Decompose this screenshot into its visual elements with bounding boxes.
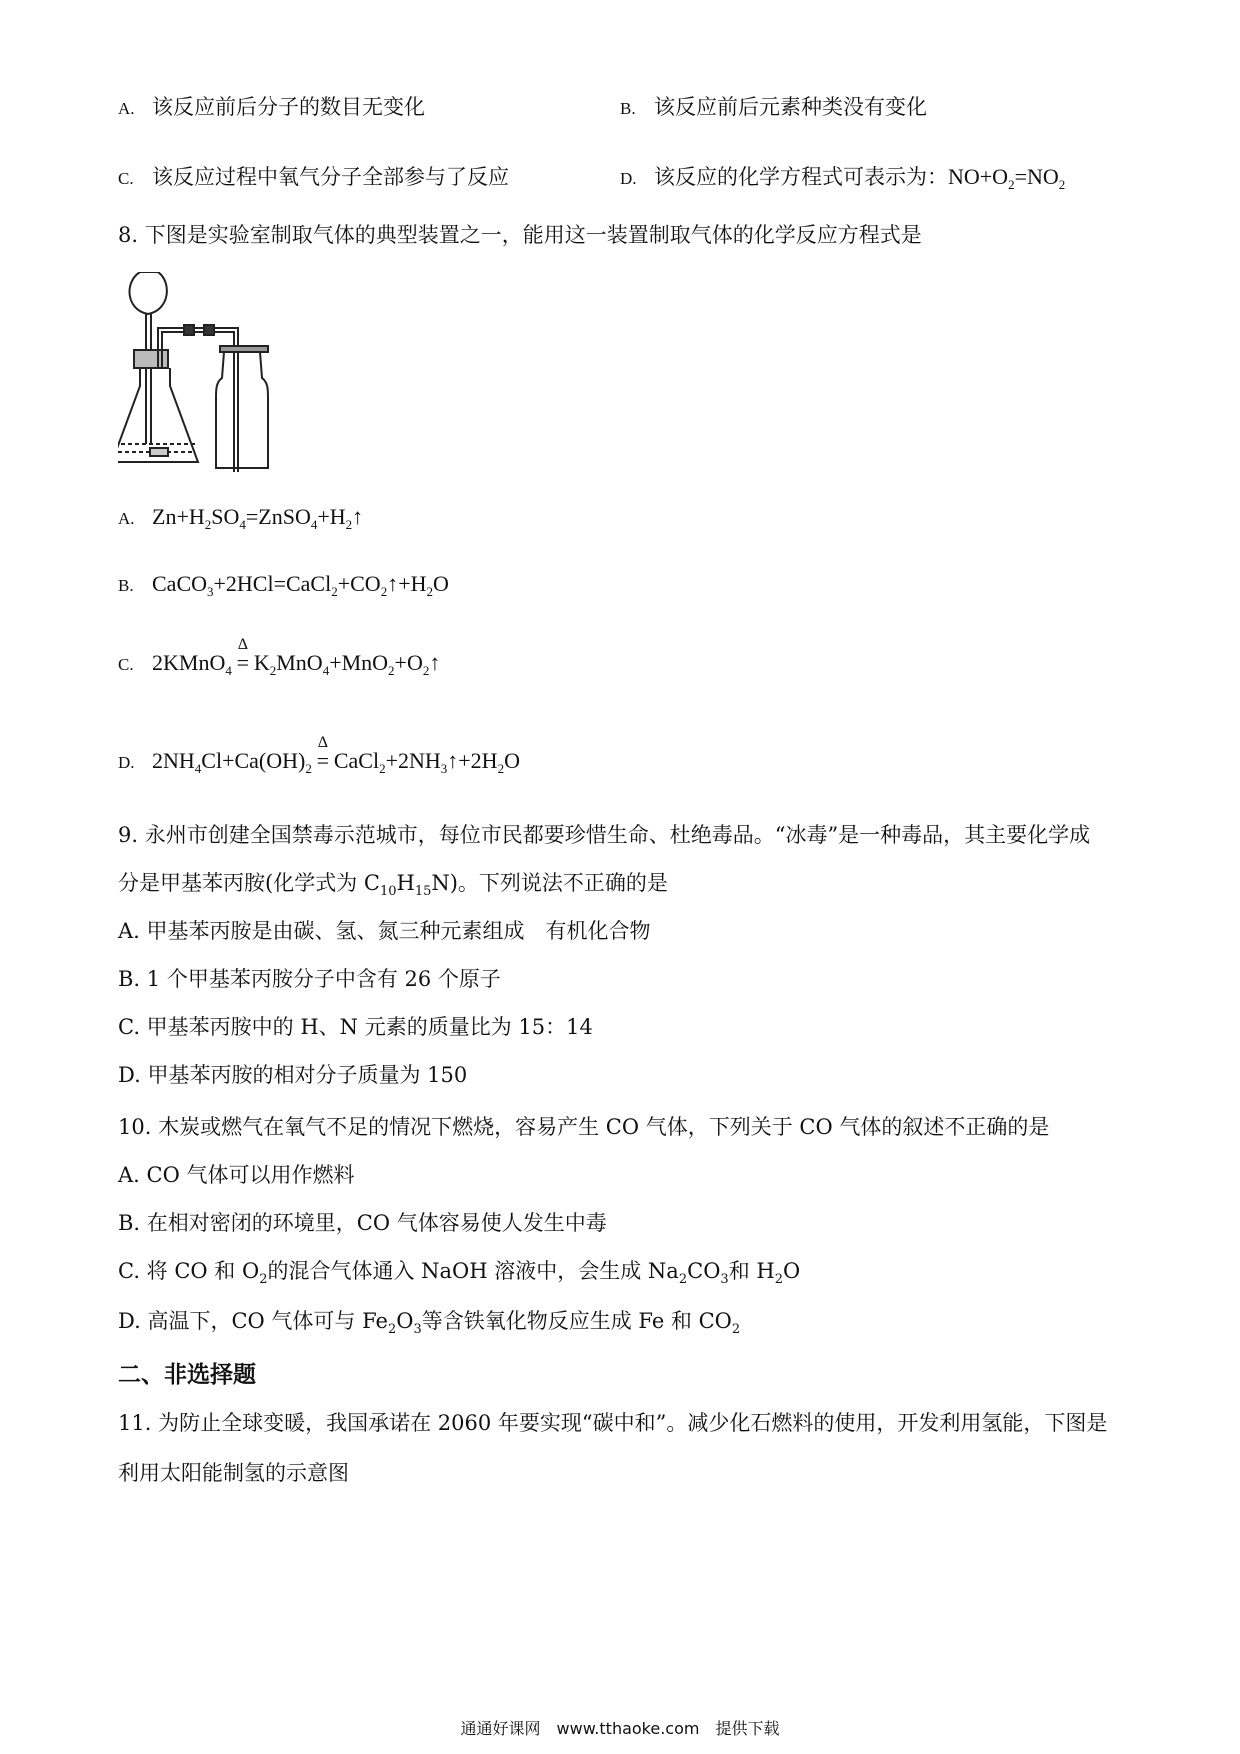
heating-condition: Δ =: [316, 734, 330, 773]
q7-option-c: [118, 162, 509, 194]
glass-plate: [220, 346, 268, 352]
option-text: 该反应的化学方程式可表示为：: [654, 165, 948, 189]
option-label: B.: [118, 576, 134, 595]
option-text: 该反应前后分子的数目无变化: [152, 95, 425, 119]
equation: $CaCO_3+2HCl=CaCl_2+CO_2↑+H_2O$: [152, 571, 449, 599]
equation: 2KMnO$_4$ Δ = $K_2MnO_4+MnO_2+O_2↑$: [152, 636, 441, 678]
option-label: C.: [118, 655, 134, 674]
equation: $Zn+H_2SO_4=ZnSO_4+H_2↑$: [152, 504, 364, 532]
option-text: 该反应前后元素种类没有变化: [654, 95, 927, 119]
footer-watermark: 通通好课网 www.tthaoke.com 提供下载: [460, 1719, 780, 1738]
q9-stem-line2: 分是甲基苯丙胺(化学式为 $C_{10}H_{15}N$)。下列说法不正确的是: [118, 871, 668, 899]
option-label: B.: [620, 99, 636, 118]
gas-generation-apparatus: [118, 272, 318, 472]
q10-option-b: B. 在相对密闭的环境里，CO 气体容易使人发生中毒: [118, 1211, 607, 1235]
section-title: 二、非选择题: [118, 1362, 256, 1388]
option-label: D.: [620, 169, 637, 188]
option-label: D.: [118, 753, 135, 772]
q8-option-d: [118, 734, 520, 778]
q10-option-d: D. 高温下，CO 气体可与 $Fe_2O_3$等含铁氧化物反应生成 Fe 和 $CO_2$: [118, 1309, 741, 1337]
q8-option-c: [118, 636, 441, 680]
q10-option-c: C. 将 CO 和 $O_2$的混合气体通入 NaOH 溶液中，会生成 $Na_2CO_3$和 $H_2O$: [118, 1259, 801, 1287]
q7-option-b: [620, 92, 927, 124]
option-label: C.: [118, 169, 134, 188]
q11-stem-line2: 利用太阳能制氢的示意图: [118, 1461, 349, 1485]
q10-option-a: A. CO 气体可以用作燃料: [118, 1163, 355, 1187]
q8-option-a: [118, 502, 363, 534]
q9-option-c: C. 甲基苯丙胺中的 H、N 元素的质量比为 15：14: [118, 1015, 593, 1039]
q9-stem-line1: 9. 永州市创建全国禁毒示范城市，每位市民都要珍惜生命、杜绝毒品。“冰毒”是一种毒品，其主要化学成: [118, 823, 1091, 847]
q7-option-a: [118, 92, 425, 124]
tube-connector: [184, 325, 194, 335]
q10-stem: 10. 木炭或燃气在氧气不足的情况下燃烧，容易产生 CO 气体，下列关于 CO 气体的叙述不正确的是: [118, 1115, 1050, 1139]
heating-condition: Δ =: [236, 636, 250, 675]
option-label: A.: [118, 509, 135, 528]
q7-equation: $NO+O_2=NO_2$: [948, 164, 1066, 192]
q11-stem-line1: 11. 为防止全球变暖，我国承诺在 2060 年要实现“碳中和”。减少化石燃料的使用，开发利用氢能，下图是: [118, 1411, 1108, 1435]
funnel-bulb: [130, 272, 167, 314]
q9-option-d: D. 甲基苯丙胺的相对分子质量为 150: [118, 1063, 468, 1087]
gas-collection-bottle: [216, 352, 268, 468]
option-text: 该反应过程中氧气分子全部参与了反应: [152, 165, 509, 189]
q9-option-a: A. 甲基苯丙胺是由碳、氢、氮三种元素组成 有机化合物: [118, 919, 651, 943]
q8-option-b: [118, 569, 449, 601]
q7-option-d: [620, 162, 1065, 194]
option-label: A.: [118, 99, 135, 118]
q8-stem: 8. 下图是实验室制取气体的典型装置之一，能用这一装置制取气体的化学反应方程式是: [118, 223, 922, 247]
solid-reactant: [150, 448, 168, 456]
equation: $2NH_4Cl+Ca(OH)_2$ Δ = $CaCl_2+2NH_3↑+2H_2O$: [152, 734, 520, 776]
q9-option-b: B. 1 个甲基苯丙胺分子中含有 26 个原子: [118, 967, 501, 991]
